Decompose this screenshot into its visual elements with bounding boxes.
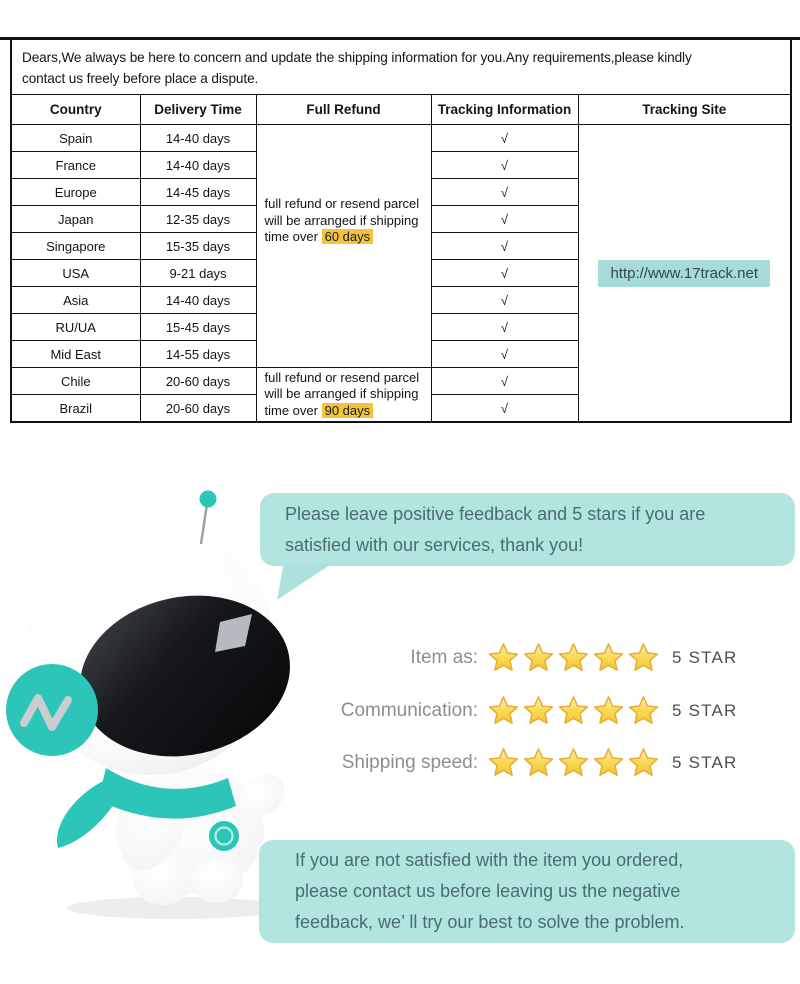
refund-line: will be arranged if shipping — [264, 386, 419, 402]
rating-row-item-as — [0, 640, 760, 676]
table-row — [11, 125, 791, 152]
country-cell: Brazil — [11, 395, 140, 423]
robot-right-foot — [191, 859, 243, 903]
tracking-check: √ — [431, 341, 578, 368]
country-cell: Chile — [11, 368, 140, 395]
notice-cell — [11, 39, 791, 95]
header-tracking-site: Tracking Site — [578, 95, 791, 125]
delivery-cell: 14-45 days — [140, 179, 256, 206]
robot-antenna-ball — [200, 491, 217, 508]
tracking-check: √ — [431, 395, 578, 423]
delivery-cell: 15-45 days — [140, 314, 256, 341]
tracking-check: √ — [431, 260, 578, 287]
bubble-line: please contact us before leaving us the negative — [295, 881, 681, 901]
refund-line: full refund or resend parcel — [264, 196, 420, 212]
delivery-cell: 9-21 days — [140, 260, 256, 287]
table-header-row — [11, 95, 791, 125]
rating-value: 5 STAR — [672, 701, 738, 720]
rating-label: Communication: — [340, 700, 478, 721]
star-icon — [627, 695, 660, 728]
header-full-refund: Full Refund — [256, 95, 431, 125]
shipping-info-table — [10, 38, 792, 423]
star-rating — [487, 642, 660, 675]
header-tracking-information: Tracking Information — [431, 95, 578, 125]
rating-value: 5 STAR — [672, 648, 738, 667]
country-cell: Japan — [11, 206, 140, 233]
refund-line: will be arranged if shipping — [264, 212, 419, 228]
country-cell: Mid East — [11, 341, 140, 368]
delivery-cell: 14-55 days — [140, 341, 256, 368]
refund-policy-text — [265, 370, 427, 420]
dispute-warning-bubble — [259, 840, 795, 943]
delivery-cell: 12-35 days — [140, 206, 256, 233]
star-icon — [522, 642, 555, 675]
star-icon — [592, 695, 625, 728]
tracking-check: √ — [431, 314, 578, 341]
country-cell: Singapore — [11, 233, 140, 260]
star-icon — [557, 747, 590, 780]
delivery-cell: 20-60 days — [140, 368, 256, 395]
bubble-line: satisfied with our services, thank you! — [285, 535, 584, 555]
bubble-line: Please leave positive feedback and 5 stars if you are — [285, 504, 706, 524]
refund-policy-cell-90 — [256, 368, 431, 423]
tracking-check: √ — [431, 152, 578, 179]
delivery-cell: 14-40 days — [140, 152, 256, 179]
country-cell: Asia — [11, 287, 140, 314]
feedback-request-bubble — [260, 493, 795, 566]
refund-days-highlight: 60 days — [322, 229, 374, 244]
star-icon — [487, 642, 520, 675]
tracking-check: √ — [431, 368, 578, 395]
star-icon — [592, 747, 625, 780]
notice-line-1: Dears,We always be here to concern and update the shipping information for you.Any requirements,please kindly — [22, 50, 692, 65]
tracking-check: √ — [431, 179, 578, 206]
bubble-line: feedback, we’ ll try our best to solve the problem. — [295, 912, 685, 932]
robot-chest-badge — [209, 821, 239, 851]
star-rating — [487, 695, 660, 728]
delivery-cell: 14-40 days — [140, 125, 256, 152]
refund-policy-cell-60 — [256, 125, 431, 368]
delivery-cell: 14-40 days — [140, 287, 256, 314]
country-cell: France — [11, 152, 140, 179]
star-icon — [627, 747, 660, 780]
star-icon — [487, 695, 520, 728]
refund-days-highlight: 90 days — [322, 403, 374, 418]
refund-policy-text — [265, 196, 427, 246]
rating-row-shipping-speed — [0, 745, 760, 781]
tracking-site-cell — [578, 125, 791, 423]
country-cell: USA — [11, 260, 140, 287]
tracking-check: √ — [431, 287, 578, 314]
header-delivery-time: Delivery Time — [140, 95, 256, 125]
tracking-site-link[interactable]: http://www.17track.net — [598, 260, 770, 287]
notice-line-2: contact us freely before place a dispute. — [22, 71, 259, 86]
star-rating — [487, 747, 660, 780]
country-cell: RU/UA — [11, 314, 140, 341]
country-cell: Europe — [11, 179, 140, 206]
refund-line: time over — [264, 229, 318, 245]
country-cell: Spain — [11, 125, 140, 152]
star-icon — [627, 642, 660, 675]
star-icon — [522, 695, 555, 728]
star-icon — [522, 747, 555, 780]
rating-value: 5 STAR — [672, 753, 738, 772]
delivery-cell: 15-35 days — [140, 233, 256, 260]
refund-line: full refund or resend parcel — [264, 369, 420, 385]
rating-label: Item as: — [410, 647, 478, 668]
tracking-check: √ — [431, 233, 578, 260]
notice-row — [11, 39, 791, 95]
star-icon — [557, 642, 590, 675]
tracking-check: √ — [431, 125, 578, 152]
delivery-cell: 20-60 days — [140, 395, 256, 423]
star-icon — [592, 642, 625, 675]
star-icon — [487, 747, 520, 780]
rating-label: Shipping speed: — [341, 752, 478, 773]
rating-row-communication — [0, 693, 760, 729]
refund-line: time over — [264, 402, 318, 418]
bubble-line: If you are not satisfied with the item you ordered, — [295, 850, 684, 870]
tracking-check: √ — [431, 206, 578, 233]
header-country: Country — [11, 95, 140, 125]
star-icon — [557, 695, 590, 728]
